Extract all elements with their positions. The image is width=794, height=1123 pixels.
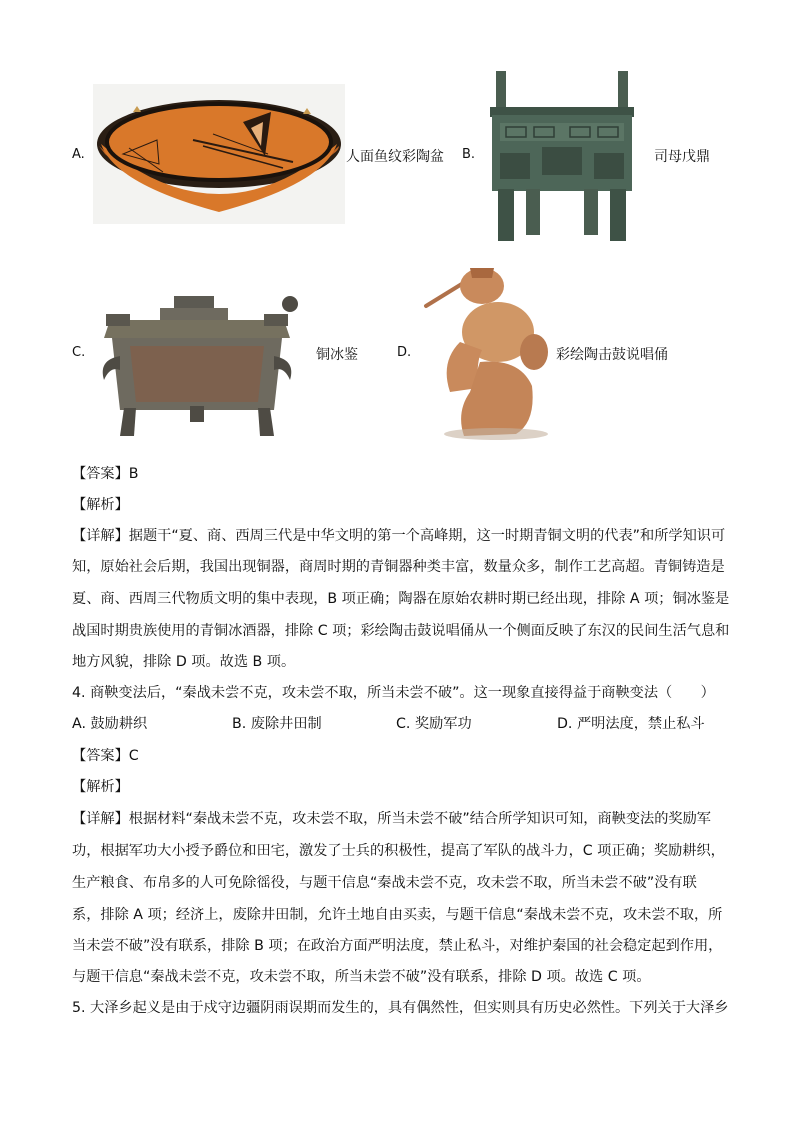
q4-detail-line: 【详解】根据材料“秦战未尝不克，攻未尝不取，所当未尝不破”结合所学知识可知，商鞅变法的奖励军 — [72, 811, 711, 827]
bronze-ding-image — [486, 69, 638, 244]
option-d-letter: D. — [397, 345, 412, 360]
q4-option-b: B. 废除井田制 — [232, 716, 322, 732]
question-4-stem: 4. 商鞅变法后，“秦战未尝不克，攻未尝不取，所当未尝不破”。这一现象直接得益于商鞅变法（ ） — [72, 685, 715, 701]
option-a-letter: A. — [72, 147, 85, 162]
q3-detail-line: 地方风貌，排除 D 项。故选 B 项。 — [72, 654, 296, 670]
q4-detail-line: 生产粮食、布帛多的人可免除徭役，与题干信息“秦战未尝不克，攻未尝不取，所当未尝不破”没有联 — [72, 875, 697, 891]
painted-pottery-basin-image — [93, 84, 345, 224]
answer-label: 【答案】 — [72, 466, 129, 482]
option-d-caption: 彩绘陶击鼓说唱俑 — [556, 347, 668, 363]
option-c-letter: C. — [72, 345, 86, 360]
q3-detail-line: 【详解】据题干“夏、商、西周三代是中华文明的第一个高峰期，这一时期青铜文明的代表”和所学知识可 — [72, 528, 726, 544]
answer-value: B — [128, 466, 139, 482]
q4-detail-line: 系，排除 A 项；经济上，废除井田制，允许土地自由买卖，与题干信息“秦战未尝不克，攻未尝不取，所 — [72, 907, 723, 923]
q4-option-c: C. 奖励军功 — [396, 716, 472, 732]
option-c-caption: 铜冰鉴 — [316, 347, 358, 363]
option-b-letter: B. — [462, 147, 476, 162]
q4-detail-line: 当未尝不破”没有联系，排除 B 项；在政治方面严明法度，禁止私斗，对维护秦国的社会稳定起到作用， — [72, 938, 723, 954]
answer-label: 【答案】 — [72, 748, 129, 764]
drum-storyteller-figurine-image — [420, 262, 556, 442]
option-a-caption: 人面鱼纹彩陶盆 — [346, 149, 444, 165]
q4-answer-line — [72, 745, 139, 765]
q3-analysis-label: 【解析】 — [72, 497, 129, 513]
q3-detail-line: 知，原始社会后期，我国出现铜器，商周时期的青铜器种类丰富，数量众多，制作工艺高超。青铜铸造是 — [72, 559, 725, 575]
option-b-caption: 司母戊鼎 — [654, 149, 710, 165]
q3-detail-line: 战国时期贵族使用的青铜冰酒器，排除 C 项；彩绘陶击鼓说唱俑从一个侧面反映了东汉的民间生活气息和 — [72, 623, 730, 639]
bronze-ice-chest-image — [90, 290, 304, 440]
q3-answer-line — [72, 463, 139, 483]
question-5-stem: 5. 大泽乡起义是由于戍守边疆阴雨误期而发生的，具有偶然性，但实则具有历史必然性。下列关于大泽乡 — [72, 1000, 729, 1016]
q4-detail-line: 功，根据军功大小授予爵位和田宅，激发了士兵的积极性，提高了军队的战斗力，C 项正确；奖励耕织， — [72, 843, 725, 859]
q4-detail-line: 与题干信息“秦战未尝不克，攻未尝不取，所当未尝不破”没有联系，排除 D 项。故选 C 项。 — [72, 969, 651, 985]
q4-option-a: A. 鼓励耕织 — [72, 716, 148, 732]
q4-option-d: D. 严明法度，禁止私斗 — [557, 716, 705, 732]
q4-analysis-label: 【解析】 — [72, 779, 129, 795]
answer-value: C — [128, 748, 139, 764]
q3-detail-line: 夏、商、西周三代物质文明的集中表现，B 项正确；陶器在原始农耕时期已经出现，排除 A 项；铜冰鉴是 — [72, 591, 730, 607]
